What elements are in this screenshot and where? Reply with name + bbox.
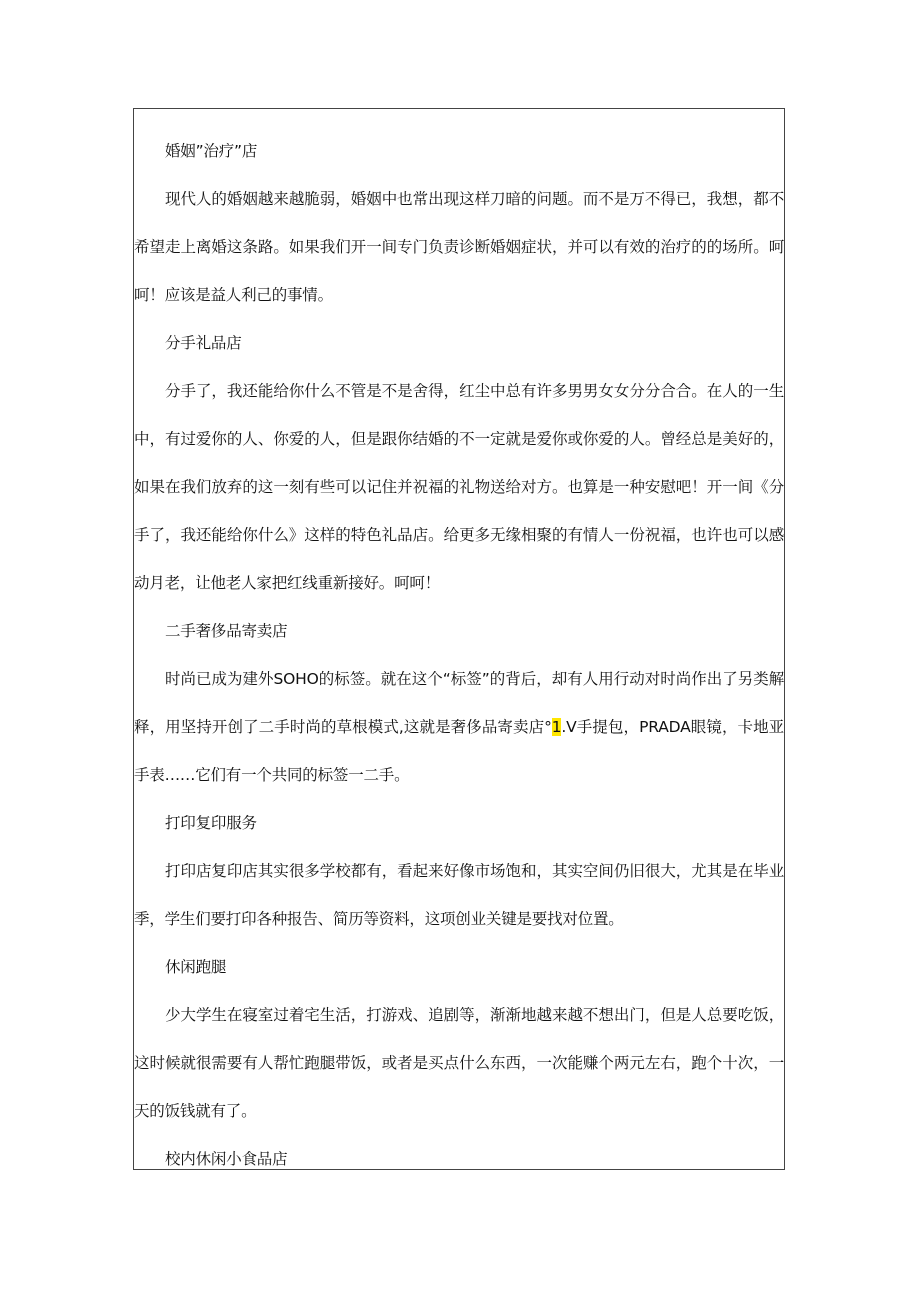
paragraph-marriage-therapy: 现代人的婚姻越来越脆弱，婚姻中也常出现这样刀暗的问题。而不是万不得已，我想，都不希望走上离婚这条路。如果我们开一间专门负责诊断婚姻症状，并可以有效的治疗的的场所。呵呵！应该是益人利己的事情。 bbox=[134, 190, 784, 304]
section-title-breakup-gift-shop: 分手礼品店 bbox=[165, 334, 242, 352]
document-frame bbox=[133, 108, 785, 1170]
paragraph-errand-service: 少大学生在寝室过着宅生活，打游戏、追剧等，渐渐地越来越不想出门，但是人总要吃饭，这时候就很需要有人帮忙跑腿带饭，或者是买点什么东西，一次能赚个两元左右，跑个十次，一天的饭钱就有了。 bbox=[134, 1006, 784, 1120]
document-body bbox=[134, 109, 784, 1183]
section-title-print-copy: 打印复印服务 bbox=[165, 814, 257, 832]
section-title-marriage-therapy: 婚姻”治疗”店 bbox=[165, 142, 258, 160]
paragraph-print-copy: 打印店复印店其实很多学校都有，看起来好像市场饱和，其实空间仍旧很大，尤其是在毕业季，学生们要打印各种报告、简历等资料，这项创业关键是要找对位置。 bbox=[134, 862, 784, 928]
section-title-luxury-consignment: 二手奢侈品寄卖店 bbox=[165, 622, 288, 640]
section-title-campus-snack-shop: 校内休闲小食品店 bbox=[165, 1150, 288, 1168]
paragraph-text-before-highlight: 时尚已成为建外SOHO的标签。就在这个“标签”的背后，却有人用行动对时尚作出了另类解释，用坚持开创了二手时尚的草根模式,这就是奢侈品寄卖店° bbox=[134, 670, 784, 736]
paragraph-luxury-consignment bbox=[134, 655, 784, 799]
highlighted-text: 1 bbox=[551, 718, 562, 736]
section-title-errand-service: 休闲跑腿 bbox=[165, 958, 227, 976]
paragraph-text-after-highlight: .V手提包，PRADA眼镜，卡地亚手表……它们有一个共同的标签一二手。 bbox=[134, 718, 784, 784]
paragraph-breakup-gift-shop: 分手了，我还能给你什么不管是不是舍得，红尘中总有许多男男女女分分合合。在人的一生中，有过爱你的人、你爱的人，但是跟你结婚的不一定就是爱你或你爱的人。曾经总是美好的，如果在我们放弃的这一刻有些可以记住并祝福的礼物送给对方。也算是一种安慰吧！开一间《分手了，我还能给你什么》这样的特色礼品店。给更多无缘相聚的有情人一份祝福，也许也可以感动月老，让他老人家把红线重新接好。呵呵！ bbox=[134, 382, 784, 592]
